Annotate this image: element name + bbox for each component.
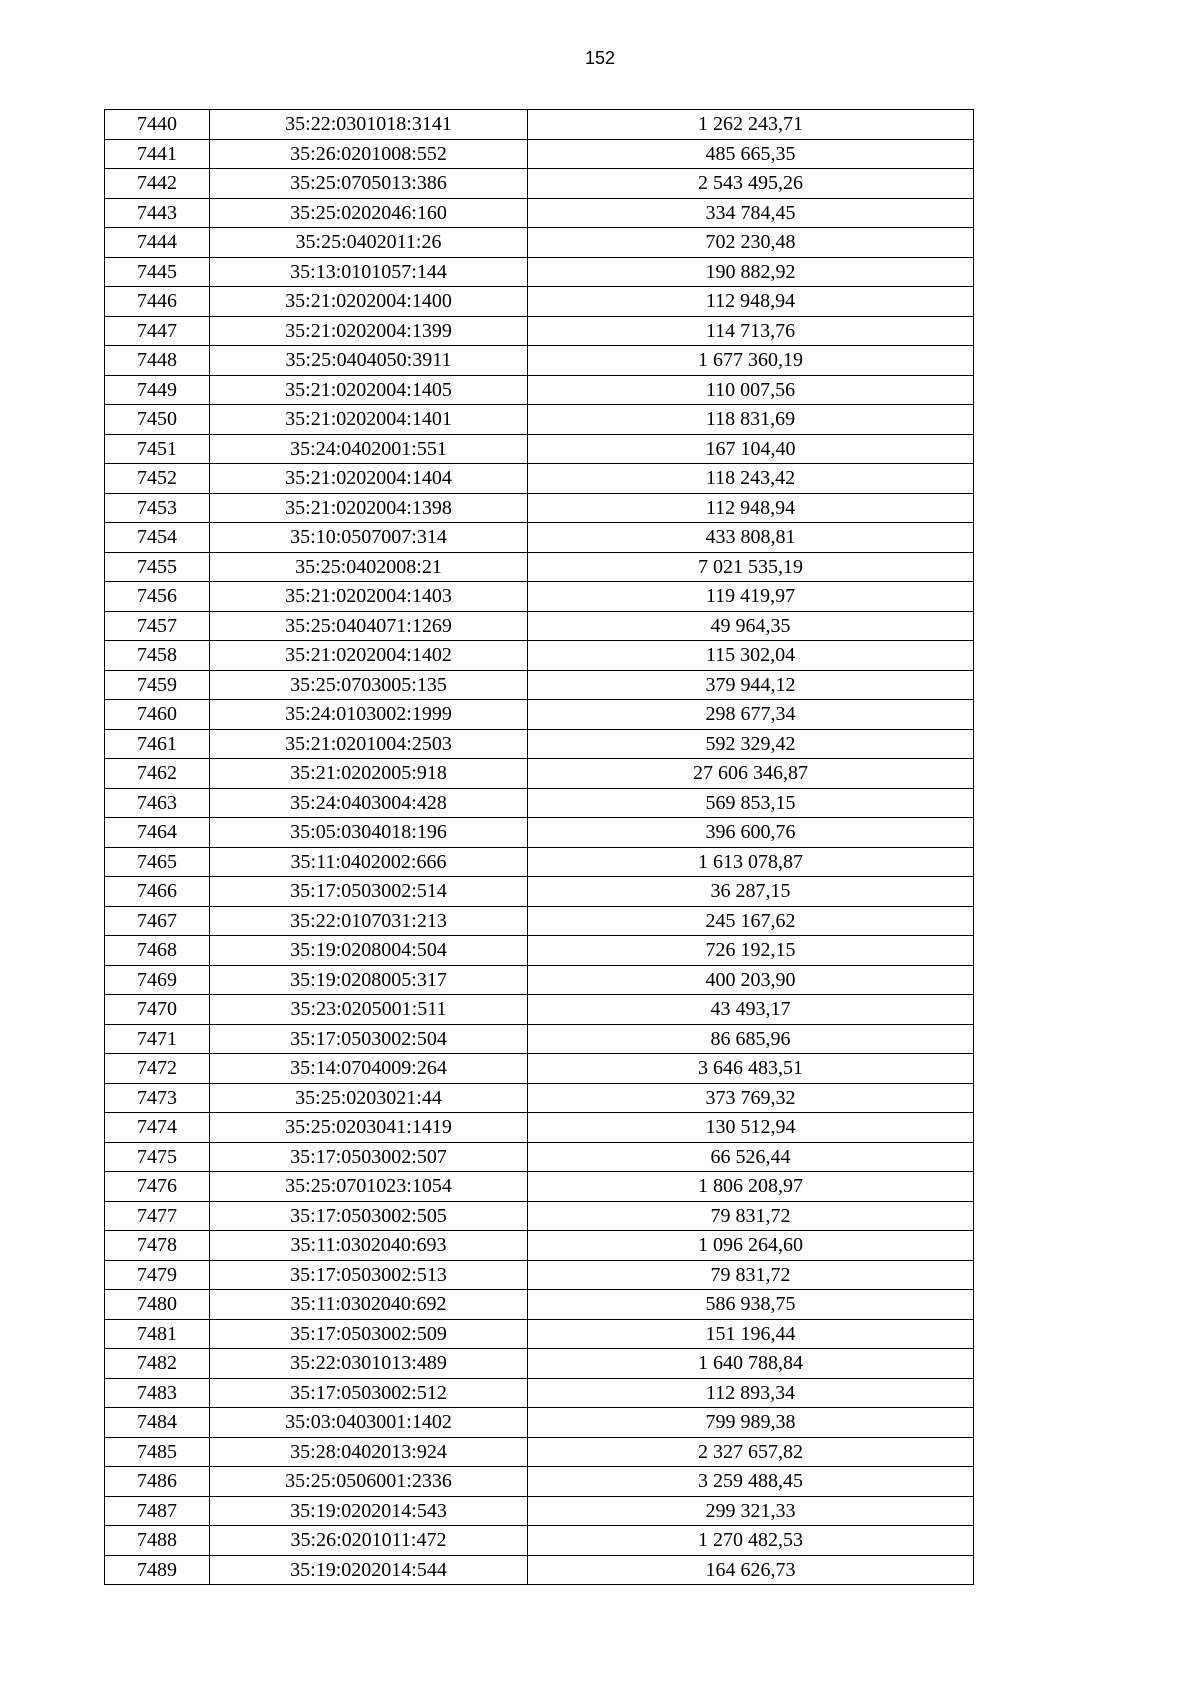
table-row	[105, 198, 974, 228]
row-number-cell: 7486	[105, 1467, 210, 1497]
value-cell: 36 287,15	[528, 877, 974, 907]
value-cell: 586 938,75	[528, 1290, 974, 1320]
data-table	[104, 109, 974, 1585]
value-cell: 1 096 264,60	[528, 1231, 974, 1261]
cadastral-number-cell: 35:22:0301013:489	[210, 1349, 528, 1379]
cadastral-number-cell: 35:25:0703005:135	[210, 670, 528, 700]
cadastral-number-cell: 35:25:0203021:44	[210, 1083, 528, 1113]
row-number-cell: 7458	[105, 641, 210, 671]
table-row	[105, 1142, 974, 1172]
cadastral-number-cell: 35:21:0202004:1399	[210, 316, 528, 346]
row-number-cell: 7487	[105, 1496, 210, 1526]
row-number-cell: 7484	[105, 1408, 210, 1438]
cadastral-number-cell: 35:17:0503002:507	[210, 1142, 528, 1172]
cadastral-number-cell: 35:10:0507007:314	[210, 523, 528, 553]
table-row	[105, 1290, 974, 1320]
row-number-cell: 7482	[105, 1349, 210, 1379]
value-cell: 112 948,94	[528, 287, 974, 317]
row-number-cell: 7459	[105, 670, 210, 700]
row-number-cell: 7457	[105, 611, 210, 641]
table-row	[105, 464, 974, 494]
cadastral-number-cell: 35:25:0506001:2336	[210, 1467, 528, 1497]
value-cell: 1 640 788,84	[528, 1349, 974, 1379]
row-number-cell: 7472	[105, 1054, 210, 1084]
row-number-cell: 7456	[105, 582, 210, 612]
row-number-cell: 7460	[105, 700, 210, 730]
value-cell: 1 806 208,97	[528, 1172, 974, 1202]
table-row	[105, 965, 974, 995]
cadastral-number-cell: 35:21:0202004:1403	[210, 582, 528, 612]
table-row	[105, 759, 974, 789]
cadastral-number-cell: 35:22:0107031:213	[210, 906, 528, 936]
cadastral-number-cell: 35:21:0202004:1402	[210, 641, 528, 671]
row-number-cell: 7475	[105, 1142, 210, 1172]
table-row	[105, 1054, 974, 1084]
table-row	[105, 877, 974, 907]
value-cell: 110 007,56	[528, 375, 974, 405]
value-cell: 1 613 078,87	[528, 847, 974, 877]
value-cell: 118 831,69	[528, 405, 974, 435]
table-row	[105, 670, 974, 700]
table-row	[105, 847, 974, 877]
cadastral-number-cell: 35:21:0202004:1400	[210, 287, 528, 317]
value-cell: 43 493,17	[528, 995, 974, 1025]
value-cell: 2 543 495,26	[528, 169, 974, 199]
value-cell: 299 321,33	[528, 1496, 974, 1526]
cadastral-number-cell: 35:19:0208004:504	[210, 936, 528, 966]
value-cell: 2 327 657,82	[528, 1437, 974, 1467]
value-cell: 1 677 360,19	[528, 346, 974, 376]
cadastral-number-cell: 35:22:0301018:3141	[210, 110, 528, 140]
value-cell: 726 192,15	[528, 936, 974, 966]
cadastral-number-cell: 35:17:0503002:505	[210, 1201, 528, 1231]
row-number-cell: 7467	[105, 906, 210, 936]
cadastral-number-cell: 35:11:0302040:692	[210, 1290, 528, 1320]
cadastral-number-cell: 35:25:0402011:26	[210, 228, 528, 258]
row-number-cell: 7461	[105, 729, 210, 759]
value-cell: 66 526,44	[528, 1142, 974, 1172]
row-number-cell: 7450	[105, 405, 210, 435]
value-cell: 1 262 243,71	[528, 110, 974, 140]
value-cell: 485 665,35	[528, 139, 974, 169]
table-row	[105, 1526, 974, 1556]
row-number-cell: 7449	[105, 375, 210, 405]
row-number-cell: 7477	[105, 1201, 210, 1231]
cadastral-number-cell: 35:25:0402008:21	[210, 552, 528, 582]
row-number-cell: 7446	[105, 287, 210, 317]
cadastral-number-cell: 35:26:0201011:472	[210, 1526, 528, 1556]
table-row	[105, 582, 974, 612]
table-row	[105, 611, 974, 641]
table-row	[105, 375, 974, 405]
value-cell: 49 964,35	[528, 611, 974, 641]
cadastral-number-cell: 35:17:0503002:504	[210, 1024, 528, 1054]
cadastral-number-cell: 35:24:0403004:428	[210, 788, 528, 818]
value-cell: 112 893,34	[528, 1378, 974, 1408]
value-cell: 592 329,42	[528, 729, 974, 759]
value-cell: 79 831,72	[528, 1260, 974, 1290]
table-row	[105, 906, 974, 936]
value-cell: 569 853,15	[528, 788, 974, 818]
cadastral-number-cell: 35:25:0705013:386	[210, 169, 528, 199]
value-cell: 118 243,42	[528, 464, 974, 494]
row-number-cell: 7469	[105, 965, 210, 995]
value-cell: 27 606 346,87	[528, 759, 974, 789]
row-number-cell: 7454	[105, 523, 210, 553]
table-row	[105, 523, 974, 553]
cadastral-number-cell: 35:21:0202005:918	[210, 759, 528, 789]
row-number-cell: 7465	[105, 847, 210, 877]
table-row	[105, 552, 974, 582]
row-number-cell: 7474	[105, 1113, 210, 1143]
table-row	[105, 641, 974, 671]
table-row	[105, 139, 974, 169]
table-row	[105, 1349, 974, 1379]
row-number-cell: 7447	[105, 316, 210, 346]
table-row	[105, 287, 974, 317]
value-cell: 151 196,44	[528, 1319, 974, 1349]
row-number-cell: 7452	[105, 464, 210, 494]
cadastral-number-cell: 35:05:0304018:196	[210, 818, 528, 848]
cadastral-number-cell: 35:17:0503002:509	[210, 1319, 528, 1349]
value-cell: 396 600,76	[528, 818, 974, 848]
value-cell: 86 685,96	[528, 1024, 974, 1054]
table-row	[105, 1496, 974, 1526]
page-number: 152	[584, 48, 616, 68]
value-cell: 190 882,92	[528, 257, 974, 287]
row-number-cell: 7464	[105, 818, 210, 848]
value-cell: 702 230,48	[528, 228, 974, 258]
cadastral-number-cell: 35:25:0701023:1054	[210, 1172, 528, 1202]
cadastral-number-cell: 35:25:0202046:160	[210, 198, 528, 228]
row-number-cell: 7442	[105, 169, 210, 199]
cadastral-number-cell: 35:11:0302040:693	[210, 1231, 528, 1261]
value-cell: 298 677,34	[528, 700, 974, 730]
row-number-cell: 7440	[105, 110, 210, 140]
row-number-cell: 7478	[105, 1231, 210, 1261]
row-number-cell: 7479	[105, 1260, 210, 1290]
value-cell: 119 419,97	[528, 582, 974, 612]
table-row	[105, 257, 974, 287]
table-row	[105, 169, 974, 199]
cadastral-number-cell: 35:24:0402001:551	[210, 434, 528, 464]
table-row	[105, 1319, 974, 1349]
cadastral-number-cell: 35:19:0202014:543	[210, 1496, 528, 1526]
table-row	[105, 1113, 974, 1143]
cadastral-number-cell: 35:17:0503002:512	[210, 1378, 528, 1408]
table-body	[105, 110, 974, 1585]
cadastral-number-cell: 35:26:0201008:552	[210, 139, 528, 169]
row-number-cell: 7471	[105, 1024, 210, 1054]
table-row	[105, 788, 974, 818]
row-number-cell: 7441	[105, 139, 210, 169]
row-number-cell: 7488	[105, 1526, 210, 1556]
cadastral-number-cell: 35:23:0205001:511	[210, 995, 528, 1025]
value-cell: 130 512,94	[528, 1113, 974, 1143]
cadastral-number-cell: 35:24:0103002:1999	[210, 700, 528, 730]
value-cell: 433 808,81	[528, 523, 974, 553]
table-row	[105, 1467, 974, 1497]
cadastral-number-cell: 35:13:0101057:144	[210, 257, 528, 287]
cadastral-number-cell: 35:25:0203041:1419	[210, 1113, 528, 1143]
value-cell: 334 784,45	[528, 198, 974, 228]
value-cell: 379 944,12	[528, 670, 974, 700]
table-row	[105, 1378, 974, 1408]
cadastral-number-cell: 35:03:0403001:1402	[210, 1408, 528, 1438]
table-row	[105, 700, 974, 730]
cadastral-number-cell: 35:21:0201004:2503	[210, 729, 528, 759]
cadastral-number-cell: 35:21:0202004:1398	[210, 493, 528, 523]
cadastral-number-cell: 35:25:0404071:1269	[210, 611, 528, 641]
table-row	[105, 1231, 974, 1261]
row-number-cell: 7445	[105, 257, 210, 287]
row-number-cell: 7483	[105, 1378, 210, 1408]
table-row	[105, 228, 974, 258]
table-row	[105, 818, 974, 848]
row-number-cell: 7473	[105, 1083, 210, 1113]
row-number-cell: 7468	[105, 936, 210, 966]
table-row	[105, 110, 974, 140]
value-cell: 79 831,72	[528, 1201, 974, 1231]
cadastral-number-cell: 35:19:0202014:544	[210, 1555, 528, 1585]
row-number-cell: 7448	[105, 346, 210, 376]
row-number-cell: 7444	[105, 228, 210, 258]
table-row	[105, 1408, 974, 1438]
cadastral-number-cell: 35:21:0202004:1401	[210, 405, 528, 435]
value-cell: 164 626,73	[528, 1555, 974, 1585]
table-row	[105, 1555, 974, 1585]
cadastral-number-cell: 35:28:0402013:924	[210, 1437, 528, 1467]
cadastral-number-cell: 35:17:0503002:513	[210, 1260, 528, 1290]
row-number-cell: 7455	[105, 552, 210, 582]
cadastral-number-cell: 35:21:0202004:1404	[210, 464, 528, 494]
row-number-cell: 7443	[105, 198, 210, 228]
table-row	[105, 493, 974, 523]
row-number-cell: 7489	[105, 1555, 210, 1585]
row-number-cell: 7485	[105, 1437, 210, 1467]
cadastral-number-cell: 35:14:0704009:264	[210, 1054, 528, 1084]
table-row	[105, 1437, 974, 1467]
value-cell: 167 104,40	[528, 434, 974, 464]
value-cell: 245 167,62	[528, 906, 974, 936]
table-row	[105, 316, 974, 346]
row-number-cell: 7480	[105, 1290, 210, 1320]
row-number-cell: 7466	[105, 877, 210, 907]
table-row	[105, 405, 974, 435]
value-cell: 115 302,04	[528, 641, 974, 671]
cadastral-number-cell: 35:19:0208005:317	[210, 965, 528, 995]
row-number-cell: 7476	[105, 1172, 210, 1202]
cadastral-number-cell: 35:11:0402002:666	[210, 847, 528, 877]
table-row	[105, 1024, 974, 1054]
row-number-cell: 7453	[105, 493, 210, 523]
table-row	[105, 1172, 974, 1202]
value-cell: 7 021 535,19	[528, 552, 974, 582]
table-row	[105, 346, 974, 376]
value-cell: 3 646 483,51	[528, 1054, 974, 1084]
table-row	[105, 1260, 974, 1290]
value-cell: 114 713,76	[528, 316, 974, 346]
row-number-cell: 7463	[105, 788, 210, 818]
table-row	[105, 434, 974, 464]
value-cell: 400 203,90	[528, 965, 974, 995]
row-number-cell: 7470	[105, 995, 210, 1025]
cadastral-number-cell: 35:21:0202004:1405	[210, 375, 528, 405]
cadastral-number-cell: 35:17:0503002:514	[210, 877, 528, 907]
table-row	[105, 1201, 974, 1231]
value-cell: 3 259 488,45	[528, 1467, 974, 1497]
table-row	[105, 729, 974, 759]
table-row	[105, 1083, 974, 1113]
row-number-cell: 7481	[105, 1319, 210, 1349]
row-number-cell: 7451	[105, 434, 210, 464]
value-cell: 799 989,38	[528, 1408, 974, 1438]
value-cell: 112 948,94	[528, 493, 974, 523]
value-cell: 373 769,32	[528, 1083, 974, 1113]
table-row	[105, 936, 974, 966]
table-row	[105, 995, 974, 1025]
value-cell: 1 270 482,53	[528, 1526, 974, 1556]
row-number-cell: 7462	[105, 759, 210, 789]
cadastral-number-cell: 35:25:0404050:3911	[210, 346, 528, 376]
